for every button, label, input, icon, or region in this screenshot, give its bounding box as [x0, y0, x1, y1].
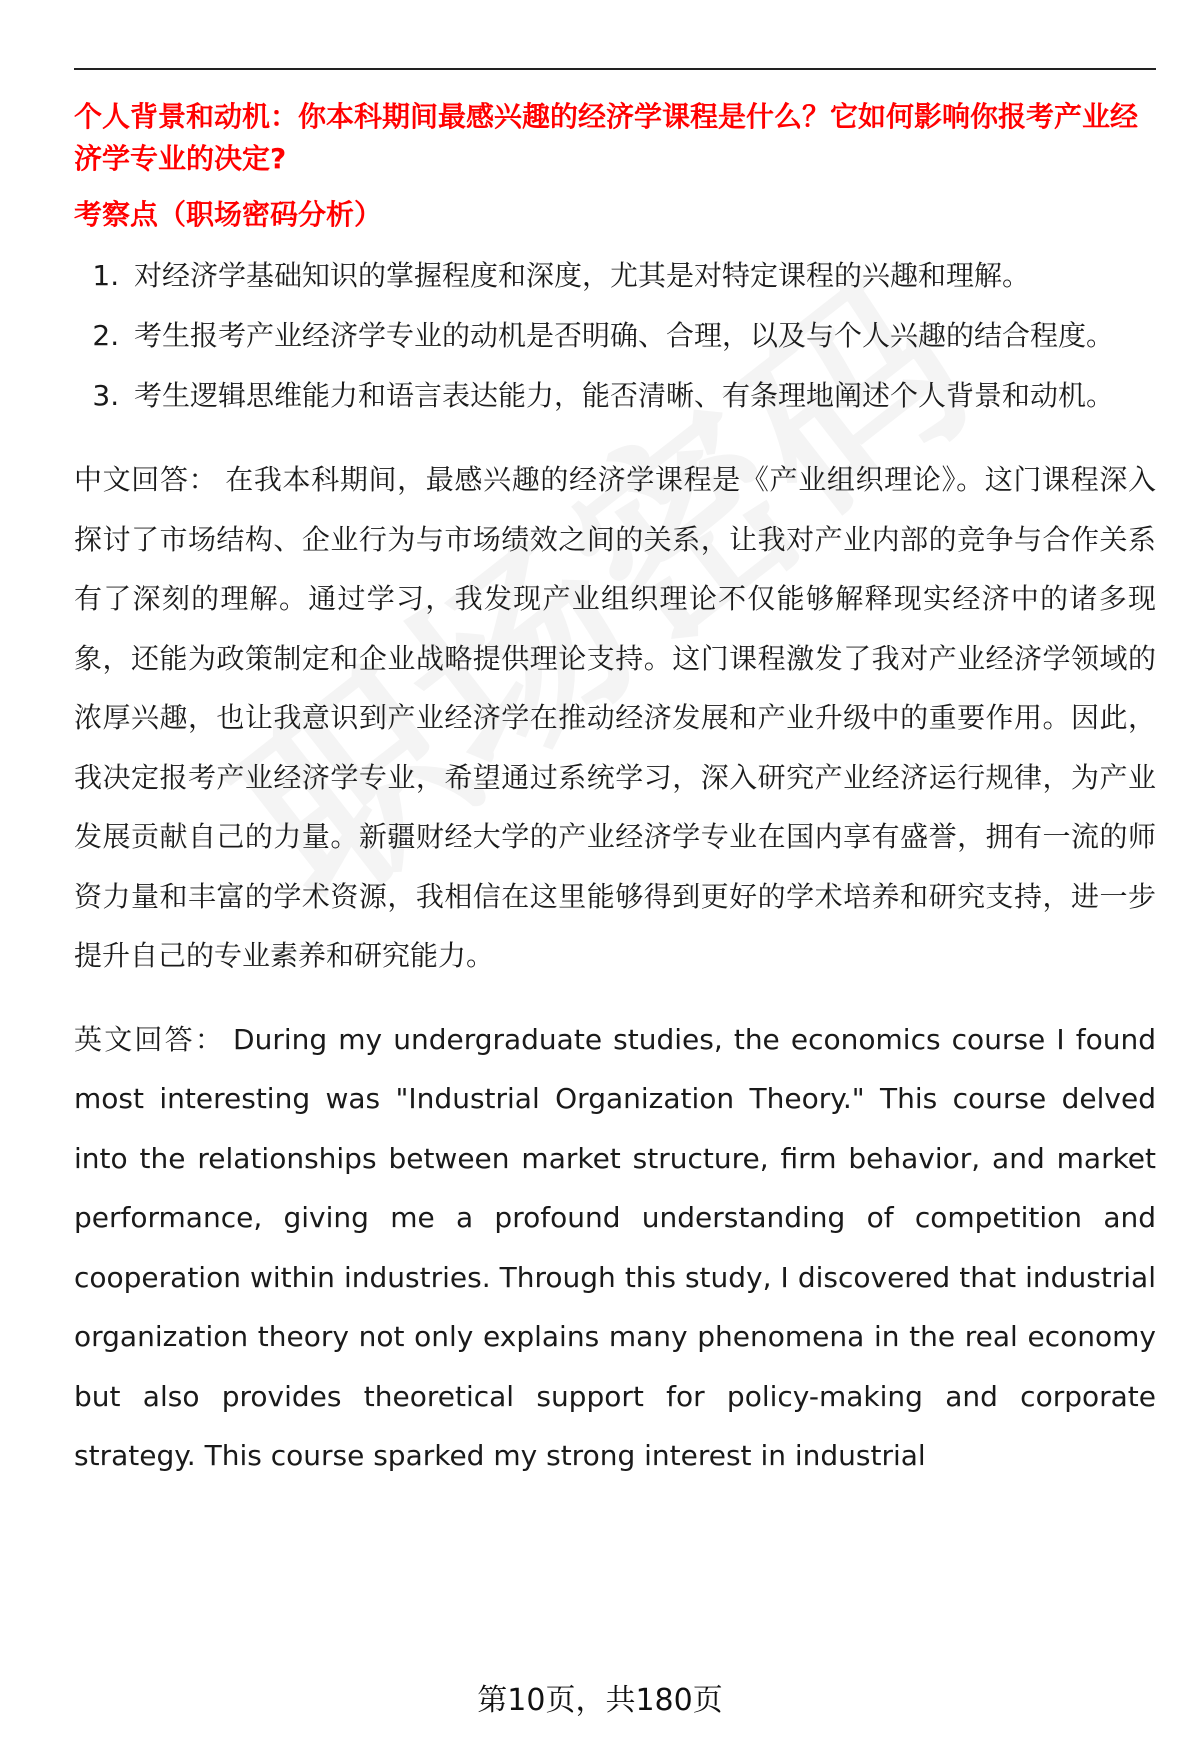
assessment-points — [74, 246, 1156, 426]
english-answer — [74, 1010, 1156, 1486]
chinese-answer — [74, 450, 1156, 986]
chinese-answer-text: 在我本科期间，最感兴趣的经济学课程是《产业组织理论》。这门课程深入探讨了市场结构、企业行为与市场绩效之间的关系，让我对产业内部的竞争与合作关系有了深刻的理解。通过学习，我发现产业组织理论不仅能够解释现实经济中的诸多现象，还能为政策制定和企业战略提供理论支持。这门课程激发了我对产业经济学领域的浓厚兴趣，也让我意识到产业经济学在推动经济发展和产业升级中的重要作用。因此，我决定报考产业经济学专业，希望通过系统学习，深入研究产业经济运行规律，为产业发展贡献自己的力量。新疆财经大学的产业经济学专业在国内享有盛誉，拥有一流的师资力量和丰富的学术资源，我相信在这里能够得到更好的学术培养和研究支持，进一步提升自己的专业素养和研究能力。 — [74, 463, 1156, 972]
english-answer-text: During my undergraduate studies, the economics course I found most interesting was "Industrial Organization Theory." This course delved into the relationships between market structure, firm behavior, and market performance, giving me a profound understanding of competition and cooperation within industries. Through this study, I discovered that industrial organization theory not only explains many phenomena in the real economy but also provides theoretical support for policy-making and corporate strategy. This course sparked my strong interest in industrial — [74, 1022, 1156, 1472]
list-item: 3. 考生逻辑思维能力和语言表达能力，能否清晰、有条理地阐述个人背景和动机。 — [128, 366, 1156, 426]
question-heading: 个人背景和动机：你本科期间最感兴趣的经济学课程是什么？它如何影响你报考产业经济学专业的决定? — [74, 100, 1139, 175]
list-item: 1. 对经济学基础知识的掌握程度和深度，尤其是对特定课程的兴趣和理解。 — [128, 246, 1156, 306]
chinese-answer-label: 中文回答： — [74, 463, 218, 496]
english-answer-label: 英文回答： — [74, 1022, 226, 1056]
header-rule — [74, 68, 1156, 70]
content — [74, 96, 1156, 1486]
section-title: 考察点（职场密码分析） — [74, 198, 383, 231]
page-number: 第10页，共180页 — [477, 1683, 723, 1718]
list-item: 2. 考生报考产业经济学专业的动机是否明确、合理，以及与个人兴趣的结合程度。 — [128, 306, 1156, 366]
